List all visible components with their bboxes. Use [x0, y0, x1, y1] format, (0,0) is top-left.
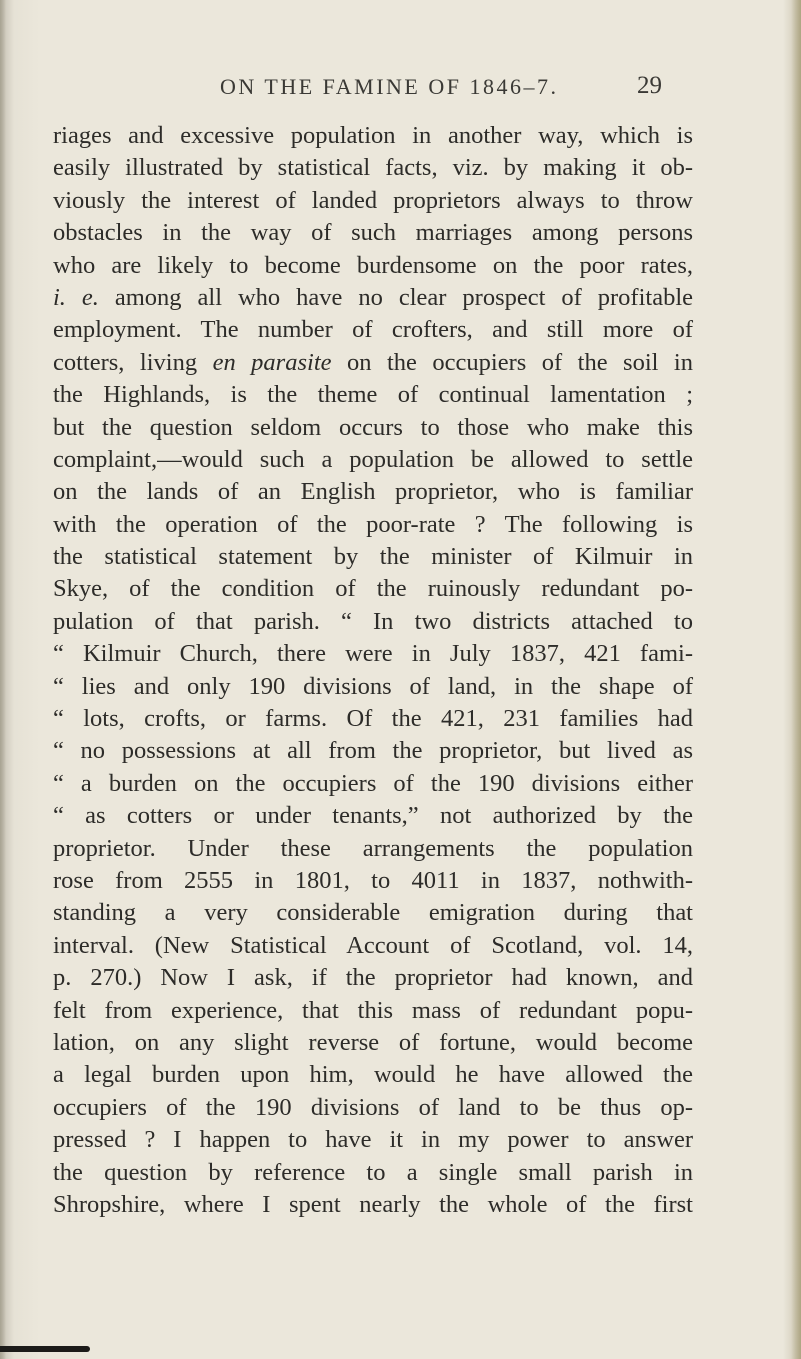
- text-line: the Highlands, is the theme of continual lamentation ;: [53, 381, 693, 409]
- text-line: rose from 2555 in 1801, to 4011 in 1837, nothwith-: [53, 866, 693, 894]
- text-line: “ a burden on the occupiers of the 190 divisions either: [53, 769, 693, 797]
- text-line: Skye, of the condition of the ruinously redundant po-: [53, 575, 693, 603]
- text-line: lation, on any slight reverse of fortune, would become: [53, 1028, 693, 1056]
- text-line: who are likely to become burdensome on the poor rates,: [53, 251, 693, 279]
- text-line: cotters, living en parasite on the occupiers of the soil in: [53, 348, 693, 376]
- text-line: riages and excessive population in another way, which is: [53, 122, 693, 149]
- page-edge-stain: [791, 0, 801, 1359]
- text-line: viously the interest of landed proprietors always to throw: [53, 186, 693, 214]
- scan-edge-mark: [0, 1346, 90, 1352]
- text-line: standing a very considerable emigration during that: [53, 899, 693, 927]
- text-line: felt from experience, that this mass of redundant popu-: [53, 996, 693, 1024]
- text-line: Shropshire, where I spent nearly the whole of the first: [53, 1190, 693, 1218]
- text-line: proprietor. Under these arrangements the population: [53, 834, 693, 862]
- text-line: “ as cotters or under tenants,” not authorized by the: [53, 802, 693, 830]
- text-line: employment. The number of crofters, and still more of: [53, 316, 693, 344]
- text-line: occupiers of the 190 divisions of land to be thus op-: [53, 1093, 693, 1121]
- text-line: “ lies and only 190 divisions of land, in the shape of: [53, 672, 693, 700]
- page-number: 29: [637, 72, 662, 99]
- text-line: “ lots, crofts, or farms. Of the 421, 231 families had: [53, 705, 693, 733]
- text-line: the statistical statement by the minister of Kilmuir in: [53, 543, 693, 571]
- text-line: “ Kilmuir Church, there were in July 1837, 421 fami-: [53, 640, 693, 668]
- running-head-title: ON THE FAMINE OF 1846–7.: [220, 74, 559, 99]
- text-line: i. e. among all who have no clear prospect of profitable: [53, 283, 693, 311]
- text-line: pressed ? I happen to have it in my power to answer: [53, 1126, 693, 1154]
- text-line: pulation of that parish. “ In two districts attached to: [53, 607, 693, 635]
- text-line: the question by reference to a single small parish in: [53, 1158, 693, 1186]
- text-line: on the lands of an English proprietor, who is familiar: [53, 478, 693, 506]
- text-line: “ no possessions at all from the proprietor, but lived as: [53, 737, 693, 765]
- binding-shadow: [0, 0, 6, 1359]
- text-line: complaint,—would such a population be allowed to settle: [53, 445, 693, 473]
- text-line: but the question seldom occurs to those who make this: [53, 413, 693, 441]
- text-line: easily illustrated by statistical facts, viz. by making it ob-: [53, 154, 693, 182]
- text-line: with the operation of the poor-rate ? The following is: [53, 510, 693, 538]
- running-head: [0, 74, 801, 114]
- body-text: [53, 120, 693, 1221]
- text-line: obstacles in the way of such marriages among persons: [53, 219, 693, 247]
- text-line: p. 270.) Now I ask, if the proprietor had known, and: [53, 964, 693, 992]
- text-line: interval. (New Statistical Account of Scotland, vol. 14,: [53, 931, 693, 959]
- text-line: a legal burden upon him, would he have allowed the: [53, 1061, 693, 1089]
